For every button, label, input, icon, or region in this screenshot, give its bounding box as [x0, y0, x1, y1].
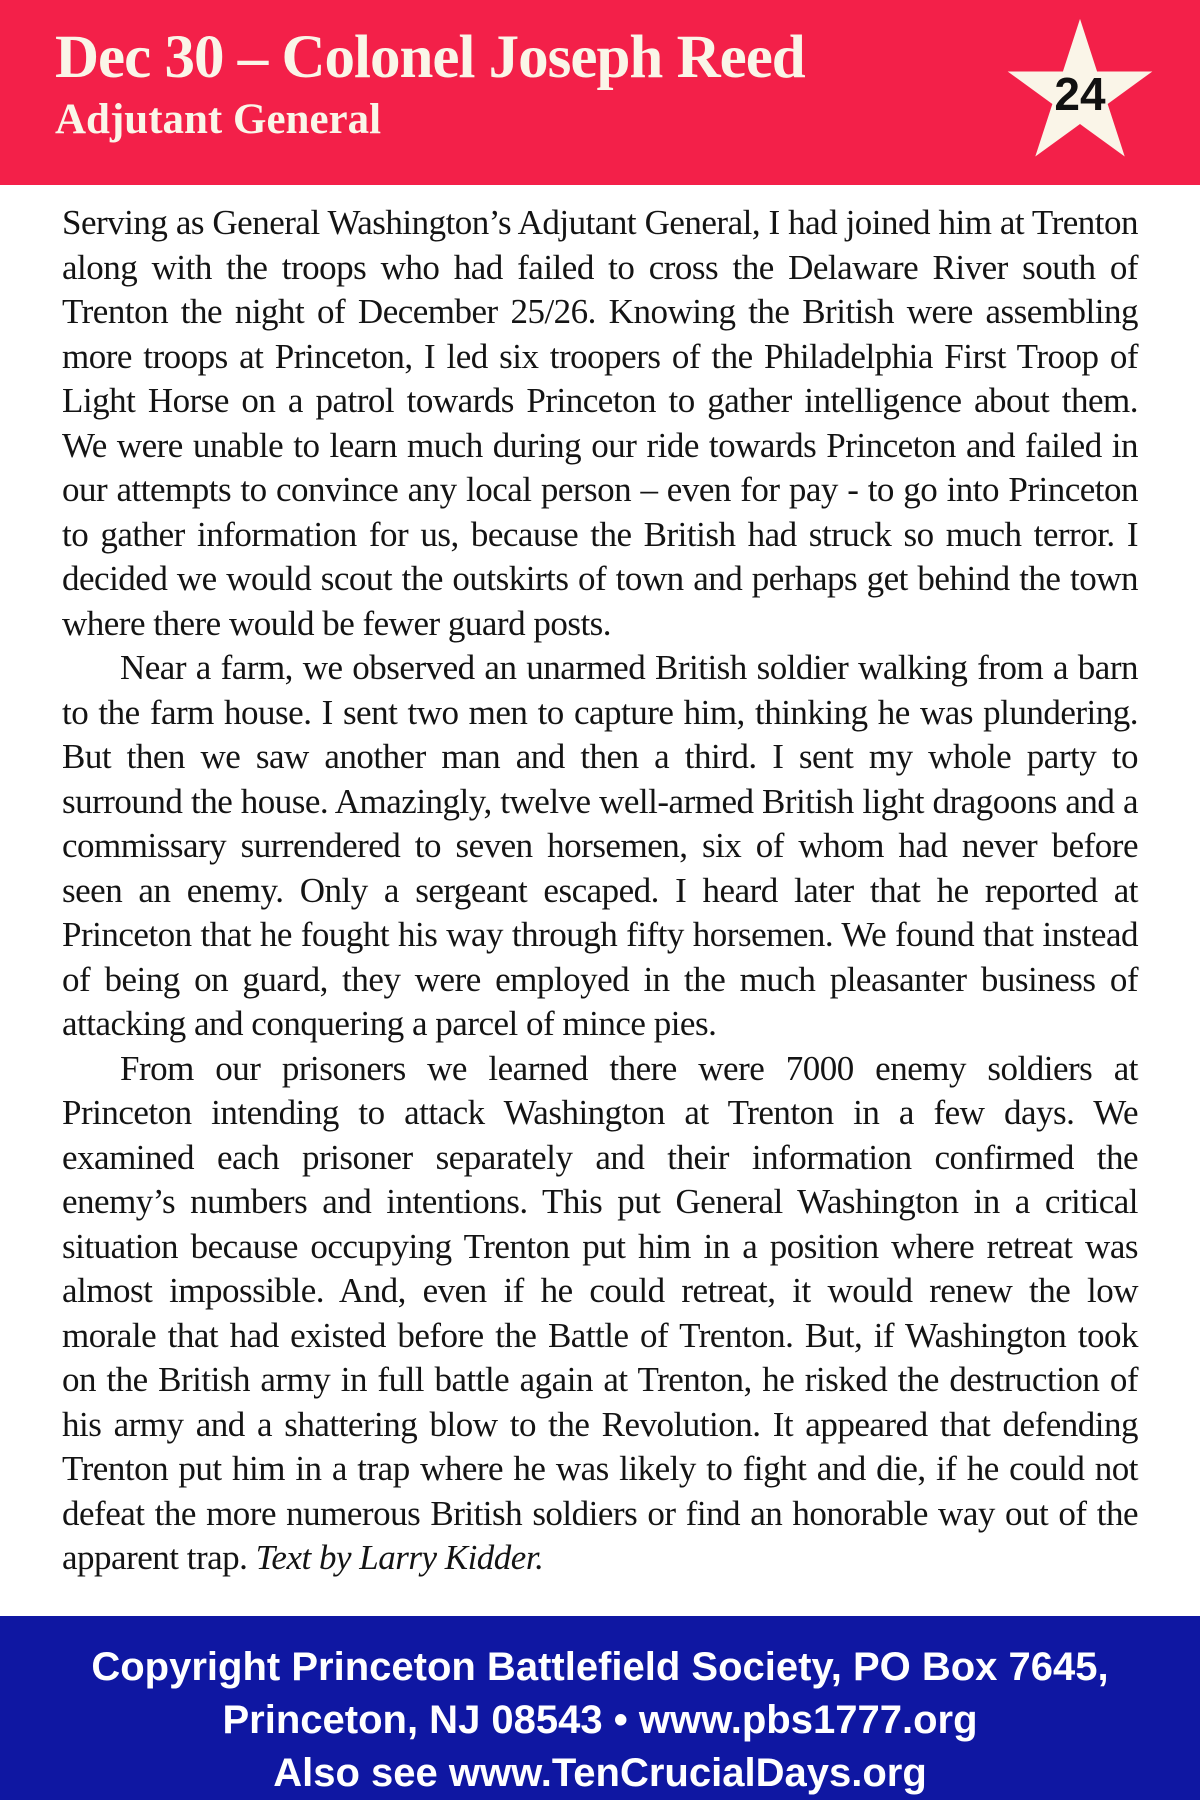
card-header [0, 0, 1200, 185]
paragraph-2 [62, 646, 1138, 1047]
paragraph-3-text: From our prisoners we learned there were 7000 enemy soldiers at Princeton intending to attack Washington at Trenton in a few days. We examined each prisoner separately and their information confirmed the enemy’s numbers and intentions. This put General Washington in a critical situation because occupying Trenton put him in a position where retreat was almost impossible. And, even if he could retreat, it would renew the low morale that had existed before the Battle of Trenton. But, if Washington took on the British army in full battle again at Trenton, he risked the destruction of his army and a shattering blow to the Revolution. It appeared that defending Trenton put him in a trap where he was likely to fight and die, if he could not defeat the more numerous British soldiers or find an honorable way out of the apparent trap. [62, 1048, 1138, 1577]
card-number: 24 [1054, 68, 1106, 120]
card-title: Dec 30 – Colonel Joseph Reed [55, 24, 805, 91]
paragraph-1-text: Serving as General Washington’s Adjutant General, I had joined him at Trenton along with the troops who had failed to cross the Delaware River south of Trenton the night of December 25/26. Knowing the British were assembling more troops at Princeton, I led six troopers of the Philadelphia First Troop of Light Horse on a patrol towards Princeton to gather intelligence about them. We were unable to learn much during our ride towards Princeton and failed in our attempts to convince any local person – even for pay - to go into Princeton to gather information for us, because the British had struck so much terror. I decided we would scout the outskirts of town and perhaps get behind the town where there would be fewer guard posts. [62, 203, 1138, 643]
paragraph-3-attribution: Text by Larry Kidder. [255, 1538, 544, 1577]
paragraph-3 [62, 1047, 1138, 1581]
header-text-block [55, 22, 805, 146]
footer-line-also-see: Also see www.TenCrucialDays.org [273, 1751, 927, 1795]
footer-line-copyright: Copyright Princeton Battlefield Society, PO Box 7645, [91, 1645, 1109, 1689]
card-subtitle: Adjutant General [55, 96, 382, 143]
paragraph-1 [62, 201, 1138, 646]
footer-line-address-website: Princeton, NJ 08543 • www.pbs1777.org [222, 1698, 978, 1742]
paragraph-2-text: Near a farm, we observed an unarmed British soldier walking from a barn to the farm house. I sent two men to capture him, thinking he was plundering. But then we saw another man and then a third. I sent my whole party to surround the house. Amazingly, twelve well-armed British light dragoons and a commissary surrendered to seven horsemen, six of whom had never before seen an enemy. Only a sergeant escaped. I heard later that he reported at Princeton that he fought his way through fifty horsemen. We found that instead of being on guard, they were employed in the much pleasanter business of attacking and conquering a parcel of mince pies. [62, 648, 1138, 1043]
narrative-text [0, 185, 1200, 1616]
card-footer [0, 1616, 1200, 1800]
card-number-badge [1000, 15, 1160, 175]
